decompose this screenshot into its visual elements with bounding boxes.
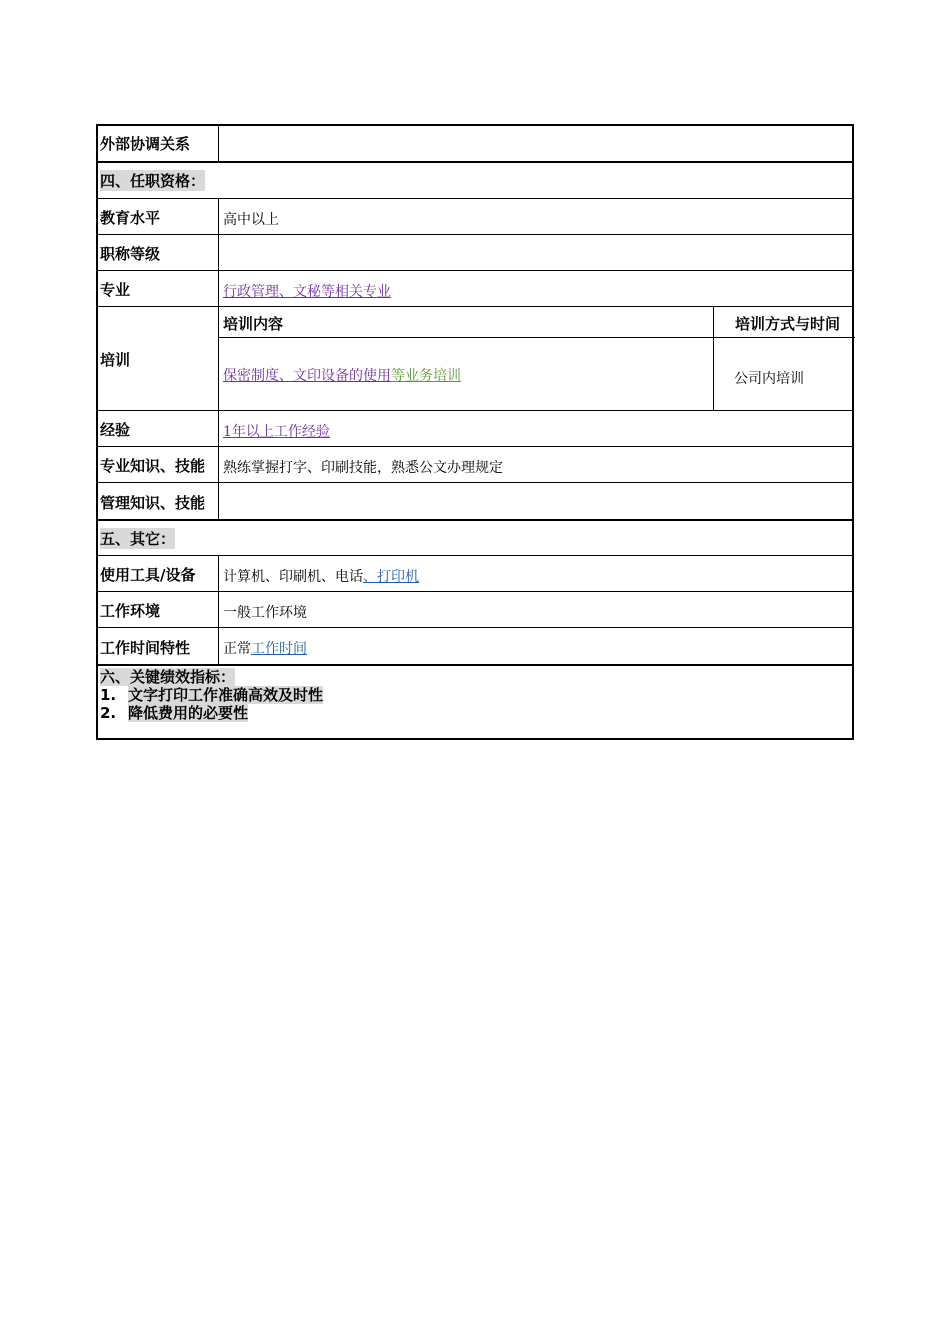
training-method-header: 培训方式与时间	[713, 307, 855, 337]
row-education	[96, 198, 854, 234]
environment-value: 一般工作环境	[218, 592, 854, 627]
kpi-item	[100, 704, 854, 722]
section-other	[96, 519, 854, 555]
training-subtable	[218, 307, 854, 410]
environment-label: 工作环境	[100, 602, 161, 620]
tools-printer-link[interactable]: 、打印机	[363, 568, 419, 585]
external-value	[218, 124, 854, 161]
section-kpi-title: 六、关键绩效指标：	[100, 668, 236, 686]
work-time-label: 工作时间特性	[100, 638, 191, 657]
experience-value[interactable]: 1年以上工作经验	[223, 423, 330, 440]
external-label: 外部协调关系	[100, 135, 191, 153]
kpi-item	[100, 686, 854, 704]
training-content-header: 培训内容	[223, 314, 284, 333]
section-qualifications	[96, 161, 854, 198]
major-value[interactable]: 行政管理、文秘等相关专业	[223, 283, 391, 300]
row-environment	[96, 591, 854, 627]
training-content-link[interactable]: 保密制度、文印设备的使用	[223, 367, 391, 384]
row-work-time	[96, 627, 854, 664]
management-label: 管理知识、技能	[100, 493, 206, 512]
section-kpi	[96, 664, 854, 740]
section-other-title: 五、其它：	[100, 529, 176, 548]
kpi-item-text: 文字打印工作准确高效及时性	[128, 686, 324, 704]
work-time-value: 正常	[223, 641, 251, 657]
row-tools	[96, 555, 854, 591]
kpi-item-number: 1.	[100, 686, 117, 704]
knowledge-label: 专业知识、技能	[100, 457, 206, 475]
title-level-value	[218, 235, 854, 270]
row-experience	[96, 410, 854, 446]
title-level-label: 职称等级	[100, 245, 161, 263]
row-management	[96, 482, 854, 519]
row-major	[96, 270, 854, 306]
training-content-link-2[interactable]: 等业务培训	[391, 367, 461, 384]
experience-label: 经验	[100, 421, 131, 439]
education-value: 高中以上	[218, 199, 854, 234]
kpi-item-number: 2.	[100, 704, 117, 722]
education-label: 教育水平	[100, 209, 161, 227]
row-external	[96, 124, 854, 161]
row-training	[96, 306, 854, 410]
training-label: 培训	[100, 351, 131, 369]
training-method-value: 公司内培训	[713, 337, 855, 411]
work-time-link[interactable]: 工作时间	[251, 641, 307, 657]
knowledge-value: 熟练掌握打字、印刷技能，熟悉公文办理规定	[218, 447, 854, 482]
job-description-table	[96, 124, 854, 740]
row-knowledge	[96, 446, 854, 482]
kpi-item-text: 降低费用的必要性	[128, 704, 249, 722]
tools-label: 使用工具/设备	[100, 566, 196, 584]
tools-value: 计算机、印刷机、电话	[223, 568, 363, 585]
major-label: 专业	[100, 281, 131, 299]
management-value	[218, 483, 854, 519]
section-qualifications-title: 四、任职资格：	[100, 172, 206, 190]
row-title-level	[96, 234, 854, 270]
